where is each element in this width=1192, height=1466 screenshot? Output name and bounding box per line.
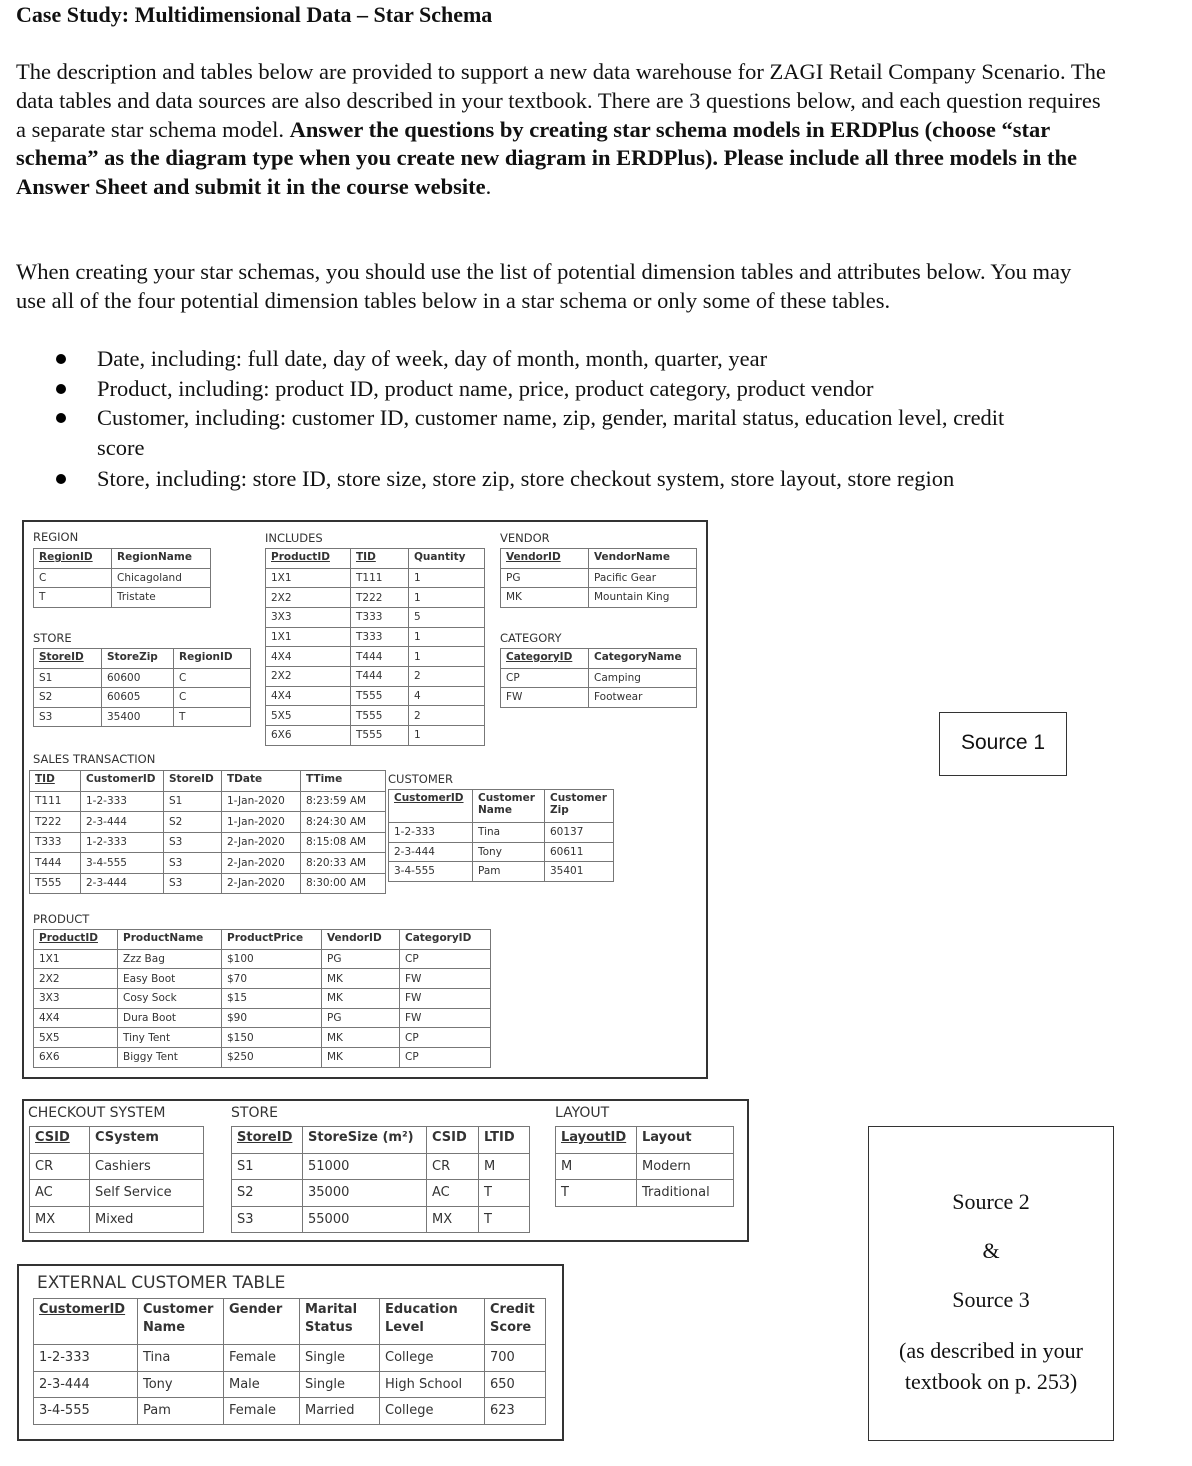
table-cell: Self Service: [90, 1180, 204, 1207]
table-cell: $250: [222, 1047, 322, 1067]
table-cell: 8:24:30 AM: [301, 812, 386, 833]
table-cell: Biggy Tent: [118, 1047, 222, 1067]
column-header: StoreZip: [102, 649, 174, 669]
table-cell: T: [479, 1206, 530, 1233]
table-cell: 8:20:33 AM: [301, 853, 386, 874]
table-cell: C: [174, 688, 251, 708]
column-header: TTime: [301, 771, 386, 792]
table-cell: 2-Jan-2020: [222, 853, 301, 874]
table-row: [34, 969, 491, 989]
table-cell: Single: [300, 1345, 380, 1372]
column-header: ProductName: [118, 930, 222, 950]
table-cell: S1: [164, 791, 222, 812]
table-cell: 1: [409, 726, 485, 746]
table-cell: 1: [409, 588, 485, 608]
table-header-row: [34, 649, 251, 669]
region-table: [33, 548, 211, 608]
table-cell: Pacific Gear: [589, 568, 697, 588]
table-cell: S2: [164, 812, 222, 833]
table-cell: 2-3-444: [34, 1371, 138, 1398]
column-header: StoreID: [164, 771, 222, 792]
table-cell: 8:30:00 AM: [301, 873, 386, 894]
table-row: [30, 812, 386, 833]
table-cell: 3X3: [34, 988, 118, 1008]
bullet-icon: [56, 413, 66, 423]
table-row: [34, 588, 211, 608]
table-cell: 2-Jan-2020: [222, 873, 301, 894]
table-cell: Zzz Bag: [118, 949, 222, 969]
column-header: TID: [30, 771, 81, 792]
column-header: VendorID: [501, 549, 589, 569]
sales-table-title: SALES TRANSACTION: [33, 752, 156, 766]
column-header: VendorID: [322, 930, 400, 950]
intro-end: .: [485, 174, 492, 200]
column-header: StoreID: [34, 649, 102, 669]
bullet-icon: [56, 354, 66, 364]
table-cell: 1: [409, 568, 485, 588]
table-cell: T111: [30, 791, 81, 812]
external-table-title: EXTERNAL CUSTOMER TABLE: [37, 1273, 286, 1293]
table-cell: S2: [232, 1180, 303, 1207]
column-header: Customer Zip: [545, 790, 614, 823]
table-cell: FW: [501, 688, 589, 708]
table-cell: PG: [322, 949, 400, 969]
customer-table-title: CUSTOMER: [388, 772, 454, 786]
table-row: [30, 1180, 204, 1207]
table-row: [556, 1153, 734, 1180]
table-row: [266, 627, 485, 647]
column-header: StoreSize (m²): [303, 1127, 427, 1154]
table-row: [266, 726, 485, 746]
layout-table-title: LAYOUT: [555, 1105, 610, 1121]
table-cell: 700: [485, 1345, 546, 1372]
table-cell: 6X6: [34, 1047, 118, 1067]
column-header: Layout: [637, 1127, 734, 1154]
table-row: [389, 862, 614, 882]
intro-paragraph: [16, 58, 1106, 202]
table-cell: 1-Jan-2020: [222, 812, 301, 833]
table-cell: 1: [409, 647, 485, 667]
column-header: ProductID: [34, 930, 118, 950]
intro-bold-text: Answer the questions by creating star schema models in ERDPlus (choose “star schema” as the diagram type when you create new diagram in ERDPlus). Please include all three models in the Answer Sheet and submit it in the course website: [16, 116, 1077, 200]
table-cell: $90: [222, 1008, 322, 1028]
table-cell: 60137: [545, 823, 614, 843]
table-cell: S3: [232, 1206, 303, 1233]
table-cell: Pam: [138, 1398, 224, 1425]
product-table: [33, 929, 491, 1068]
table-cell: FW: [400, 988, 491, 1008]
store2-table: [231, 1126, 530, 1233]
table-cell: T333: [30, 832, 81, 853]
table-cell: M: [556, 1153, 637, 1180]
table-cell: 1-2-333: [34, 1345, 138, 1372]
column-header: TDate: [222, 771, 301, 792]
table-row: [30, 853, 386, 874]
table-cell: AC: [427, 1180, 479, 1207]
table-cell: T555: [351, 726, 409, 746]
table-row: [34, 688, 251, 708]
column-header: LTID: [479, 1127, 530, 1154]
table-cell: 5X5: [34, 1028, 118, 1048]
column-header: CustomerID: [389, 790, 473, 823]
ampersand: &: [982, 1238, 1000, 1263]
table-row: [232, 1180, 530, 1207]
table-cell: 2X2: [266, 666, 351, 686]
page-title: Case Study: Multidimensional Data – Star Schema: [16, 2, 493, 27]
table-cell: 4X4: [266, 686, 351, 706]
column-header: Gender: [224, 1299, 300, 1345]
table-cell: $70: [222, 969, 322, 989]
table-row: [34, 1028, 491, 1048]
table-cell: 35400: [102, 707, 174, 727]
external-table: [33, 1298, 546, 1425]
includes-table-title: INCLUDES: [265, 531, 323, 545]
table-cell: T222: [30, 812, 81, 833]
checkout-table-title: CHECKOUT SYSTEM: [28, 1105, 166, 1121]
table-cell: PG: [501, 568, 589, 588]
column-header: Quantity: [409, 549, 485, 569]
source2-label: Source 2: [952, 1189, 1030, 1214]
table-cell: 650: [485, 1371, 546, 1398]
table-cell: MK: [322, 1047, 400, 1067]
table-row: [266, 647, 485, 667]
table-cell: Chicagoland: [112, 568, 211, 588]
table-cell: MK: [501, 588, 589, 608]
table-row: [34, 568, 211, 588]
sales-table: [29, 770, 386, 894]
table-row: [30, 791, 386, 812]
table-header-row: [389, 790, 614, 823]
dimension-item: [50, 344, 1050, 374]
table-cell: Tristate: [112, 588, 211, 608]
table-header-row: [232, 1127, 530, 1154]
table-row: [266, 686, 485, 706]
table-cell: Married: [300, 1398, 380, 1425]
category-table: [500, 648, 697, 708]
dimension-text: Store, including: store ID, store size, store zip, store checkout system, store layout, store region: [97, 466, 955, 491]
store1-table: [33, 648, 251, 727]
table-cell: $150: [222, 1028, 322, 1048]
table-cell: 35000: [303, 1180, 427, 1207]
store1-table-title: STORE: [33, 631, 72, 645]
table-cell: Tony: [473, 842, 545, 862]
vendor-table-title: VENDOR: [500, 531, 550, 545]
product-table-title: PRODUCT: [33, 912, 90, 926]
table-header-row: [34, 930, 491, 950]
column-header: CSID: [30, 1127, 90, 1154]
table-header-row: [30, 771, 386, 792]
table-cell: 2: [409, 706, 485, 726]
column-header: StoreID: [232, 1127, 303, 1154]
table-cell: CP: [400, 1028, 491, 1048]
table-cell: College: [380, 1398, 485, 1425]
table-row: [266, 706, 485, 726]
table-cell: Tiny Tent: [118, 1028, 222, 1048]
table-row: [34, 1047, 491, 1067]
column-header: ProductID: [266, 549, 351, 569]
table-cell: 5: [409, 607, 485, 627]
table-cell: 60605: [102, 688, 174, 708]
table-row: [501, 568, 697, 588]
table-cell: 1-2-333: [81, 832, 164, 853]
table-cell: Cosy Sock: [118, 988, 222, 1008]
table-row: [232, 1206, 530, 1233]
table-cell: T444: [351, 647, 409, 667]
textbook-note: (as described in your textbook on p. 253): [899, 1338, 1083, 1394]
table-cell: S3: [164, 853, 222, 874]
table-cell: FW: [400, 1008, 491, 1028]
table-cell: 2-3-444: [389, 842, 473, 862]
table-header-row: [34, 549, 211, 569]
intro-text: The description and tables below are provided to support a new data warehouse for ZAGI Retail Company Scenario. The data tables and data sources are also described in your textbook. There are 3 questions below, and each question requires a separate star schema model.: [16, 59, 1106, 142]
table-cell: 2: [409, 666, 485, 686]
table-cell: 51000: [303, 1153, 427, 1180]
table-cell: T444: [351, 666, 409, 686]
table-cell: 1X1: [266, 568, 351, 588]
table-row: [232, 1153, 530, 1180]
category-table-title: CATEGORY: [500, 631, 562, 645]
table-cell: T: [34, 588, 112, 608]
table-cell: Single: [300, 1371, 380, 1398]
column-header: TID: [351, 549, 409, 569]
table-row: [30, 1153, 204, 1180]
column-header: RegionID: [174, 649, 251, 669]
column-header: CSystem: [90, 1127, 204, 1154]
table-cell: 2-Jan-2020: [222, 832, 301, 853]
customer-table: [388, 789, 614, 882]
table-cell: Female: [224, 1398, 300, 1425]
table-cell: T333: [351, 627, 409, 647]
table-header-row: [556, 1127, 734, 1154]
table-cell: Mountain King: [589, 588, 697, 608]
table-row: [266, 666, 485, 686]
table-cell: M: [479, 1153, 530, 1180]
table-row: [266, 568, 485, 588]
table-row: [30, 873, 386, 894]
table-cell: 1X1: [34, 949, 118, 969]
table-cell: 60611: [545, 842, 614, 862]
table-row: [34, 1008, 491, 1028]
dimension-text: Product, including: product ID, product name, price, product category, product vendor: [97, 375, 874, 401]
table-cell: 8:23:59 AM: [301, 791, 386, 812]
table-cell: Tina: [138, 1345, 224, 1372]
table-cell: $100: [222, 949, 322, 969]
dimension-text: Customer, including: customer ID, customer name, zip, gender, marital status, education level, credit score: [97, 405, 1005, 460]
table-cell: MX: [427, 1206, 479, 1233]
table-cell: S3: [164, 873, 222, 894]
table-cell: T555: [351, 686, 409, 706]
table-cell: Tony: [138, 1371, 224, 1398]
table-cell: CR: [30, 1153, 90, 1180]
table-header-row: [501, 549, 697, 569]
table-cell: 3-4-555: [81, 853, 164, 874]
source23-box: [868, 1126, 1114, 1441]
table-cell: T444: [30, 853, 81, 874]
table-cell: 4: [409, 686, 485, 706]
source1-label: Source 1: [939, 712, 1067, 776]
table-cell: Mixed: [90, 1206, 204, 1233]
table-cell: 4X4: [34, 1008, 118, 1028]
table-row: [501, 688, 697, 708]
table-cell: 6X6: [266, 726, 351, 746]
table-cell: S1: [232, 1153, 303, 1180]
table-cell: 3-4-555: [34, 1398, 138, 1425]
table-row: [389, 842, 614, 862]
vendor-table: [500, 548, 697, 608]
table-cell: 5X5: [266, 706, 351, 726]
table-cell: 1-2-333: [389, 823, 473, 843]
layout-table: [555, 1126, 734, 1207]
table-cell: MK: [322, 1028, 400, 1048]
table-cell: 1: [409, 627, 485, 647]
table-cell: AC: [30, 1180, 90, 1207]
table-cell: T: [174, 707, 251, 727]
table-cell: College: [380, 1345, 485, 1372]
column-header: Marital Status: [300, 1299, 380, 1345]
table-cell: 4X4: [266, 647, 351, 667]
table-cell: T555: [30, 873, 81, 894]
table-cell: FW: [400, 969, 491, 989]
table-cell: CP: [501, 668, 589, 688]
table-header-row: [266, 549, 485, 569]
table-row: [30, 832, 386, 853]
table-cell: $15: [222, 988, 322, 1008]
dimension-list: [50, 344, 1050, 494]
table-cell: 8:15:08 AM: [301, 832, 386, 853]
table-cell: 2X2: [266, 588, 351, 608]
table-cell: MX: [30, 1206, 90, 1233]
table-cell: T333: [351, 607, 409, 627]
dimension-item: [50, 403, 1050, 462]
column-header: Customer Name: [138, 1299, 224, 1345]
table-cell: 623: [485, 1398, 546, 1425]
table-cell: Pam: [473, 862, 545, 882]
dimension-text: Date, including: full date, day of week, day of month, month, quarter, year: [97, 346, 768, 371]
column-header: Customer Name: [473, 790, 545, 823]
table-cell: 2-3-444: [81, 812, 164, 833]
table-cell: 1-2-333: [81, 791, 164, 812]
table-cell: Dura Boot: [118, 1008, 222, 1028]
table-cell: 60600: [102, 668, 174, 688]
column-header: CategoryID: [400, 930, 491, 950]
column-header: CustomerID: [34, 1299, 138, 1345]
table-cell: S3: [164, 832, 222, 853]
table-header-row: [501, 649, 697, 669]
column-header: CategoryName: [589, 649, 697, 669]
store2-table-title: STORE: [231, 1105, 279, 1121]
dimension-item: [50, 374, 1050, 404]
table-row: [34, 1345, 546, 1372]
table-cell: 2-3-444: [81, 873, 164, 894]
table-row: [34, 668, 251, 688]
table-cell: C: [34, 568, 112, 588]
table-cell: 2X2: [34, 969, 118, 989]
table-row: [501, 588, 697, 608]
table-row: [30, 1206, 204, 1233]
table-cell: T111: [351, 568, 409, 588]
table-cell: MK: [322, 969, 400, 989]
table-cell: Male: [224, 1371, 300, 1398]
column-header: ProductPrice: [222, 930, 322, 950]
table-cell: T: [556, 1180, 637, 1207]
column-header: CategoryID: [501, 649, 589, 669]
table-row: [34, 1398, 546, 1425]
table-cell: S1: [34, 668, 102, 688]
column-header: Credit Score: [485, 1299, 546, 1345]
table-cell: C: [174, 668, 251, 688]
table-cell: PG: [322, 1008, 400, 1028]
checkout-table: [29, 1126, 204, 1233]
source3-label: Source 3: [952, 1287, 1030, 1312]
table-cell: Modern: [637, 1153, 734, 1180]
table-row: [34, 949, 491, 969]
table-cell: T: [479, 1180, 530, 1207]
table-row: [266, 588, 485, 608]
table-cell: Female: [224, 1345, 300, 1372]
table-cell: CR: [427, 1153, 479, 1180]
instructions-paragraph: When creating your star schemas, you should use the list of potential dimension tables and attributes below. You may use all of the four potential dimension tables below in a star schema or only some of these tables.: [16, 259, 1072, 313]
table-cell: MK: [322, 988, 400, 1008]
column-header: RegionName: [112, 549, 211, 569]
table-row: [389, 823, 614, 843]
table-cell: Tina: [473, 823, 545, 843]
table-cell: 3-4-555: [389, 862, 473, 882]
column-header: CSID: [427, 1127, 479, 1154]
table-cell: CP: [400, 949, 491, 969]
bullet-icon: [56, 474, 66, 484]
table-row: [34, 988, 491, 1008]
table-cell: High School: [380, 1371, 485, 1398]
table-cell: S3: [34, 707, 102, 727]
table-row: [501, 668, 697, 688]
table-cell: 1X1: [266, 627, 351, 647]
table-row: [556, 1180, 734, 1207]
dimension-item: [50, 464, 1050, 494]
table-cell: Traditional: [637, 1180, 734, 1207]
table-header-row: [30, 1127, 204, 1154]
table-cell: Cashiers: [90, 1153, 204, 1180]
table-row: [34, 707, 251, 727]
table-row: [34, 1371, 546, 1398]
table-cell: Easy Boot: [118, 969, 222, 989]
table-cell: T555: [351, 706, 409, 726]
column-header: LayoutID: [556, 1127, 637, 1154]
table-cell: S2: [34, 688, 102, 708]
table-cell: Camping: [589, 668, 697, 688]
includes-table: [265, 548, 485, 746]
column-header: Education Level: [380, 1299, 485, 1345]
column-header: RegionID: [34, 549, 112, 569]
table-cell: 1-Jan-2020: [222, 791, 301, 812]
column-header: VendorName: [589, 549, 697, 569]
column-header: CustomerID: [81, 771, 164, 792]
table-row: [266, 607, 485, 627]
table-cell: CP: [400, 1047, 491, 1067]
table-cell: T222: [351, 588, 409, 608]
table-cell: 3X3: [266, 607, 351, 627]
table-cell: 55000: [303, 1206, 427, 1233]
table-cell: Footwear: [589, 688, 697, 708]
region-table-title: REGION: [33, 530, 79, 544]
bullet-icon: [56, 384, 66, 394]
table-cell: 35401: [545, 862, 614, 882]
table-header-row: [34, 1299, 546, 1345]
